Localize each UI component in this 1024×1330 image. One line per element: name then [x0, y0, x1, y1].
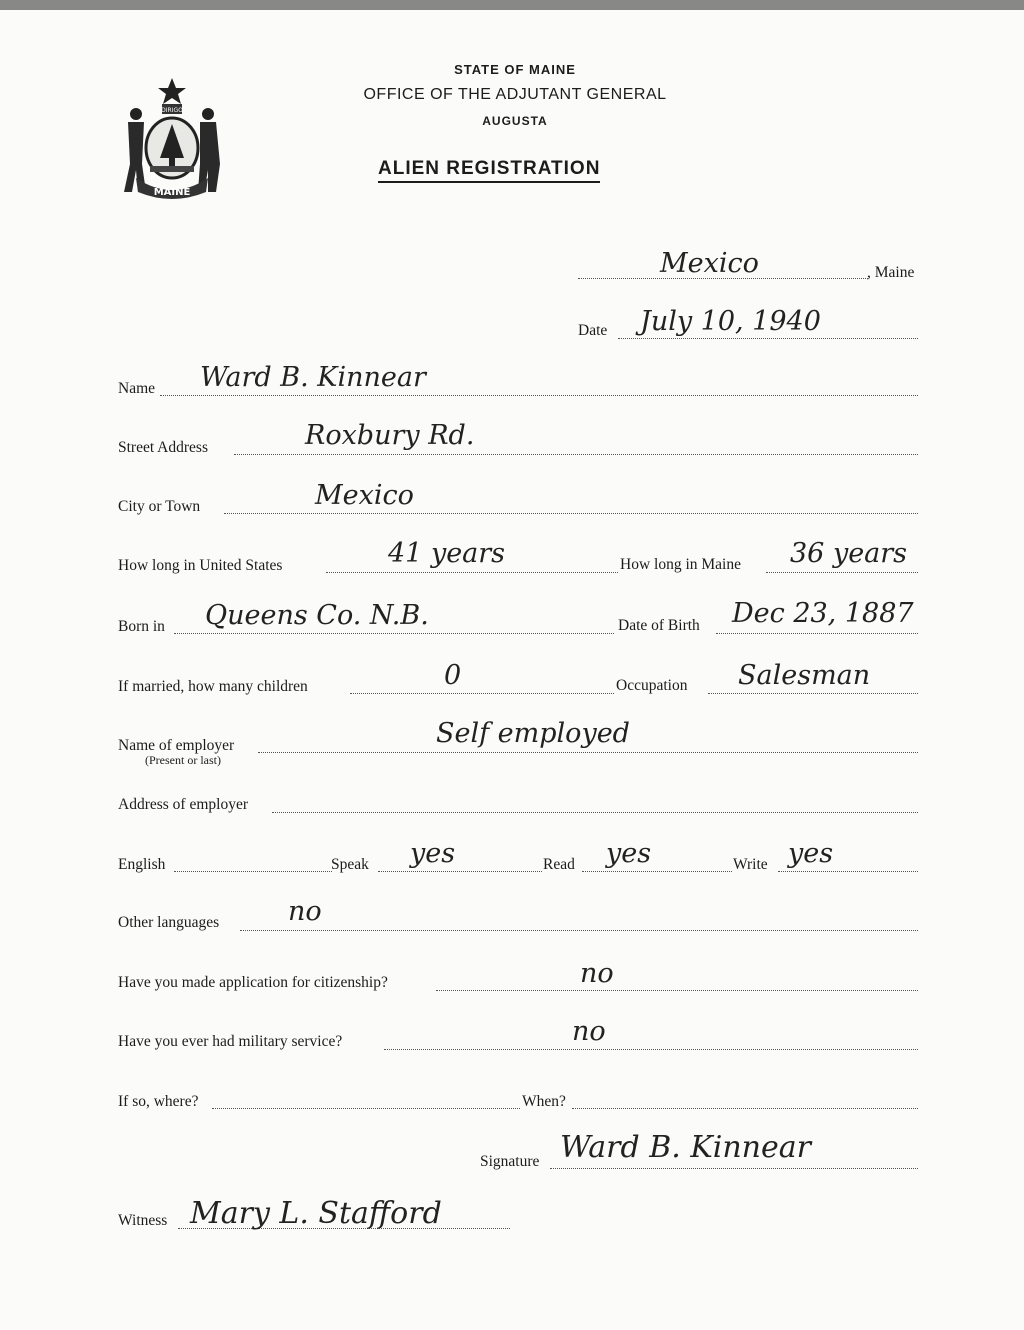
dob-line [716, 631, 918, 634]
children-label: If married, how many children [118, 678, 308, 695]
military-value: no [572, 1016, 606, 1047]
date-value: July 10, 1940 [640, 306, 821, 337]
name-line [160, 393, 918, 396]
speak-value: yes [410, 838, 456, 869]
dob-value: Dec 23, 1887 [732, 598, 914, 629]
scan-edge [0, 0, 1024, 10]
witness-value: Mary L. Stafford [190, 1196, 442, 1231]
street-value: Roxbury Rd. [305, 420, 475, 451]
write-label: Write [733, 856, 768, 873]
employer-address-line [272, 810, 918, 813]
english-line [174, 869, 332, 872]
occupation-line [708, 691, 918, 694]
city-line [224, 511, 918, 514]
occupation-value: Salesman [738, 660, 871, 691]
maine-state-seal-icon [118, 74, 226, 206]
other-languages-label: Other languages [118, 914, 220, 931]
place-value: Mexico [660, 248, 759, 279]
employer-label: Name of employer [118, 737, 235, 754]
other-languages-value: no [288, 896, 322, 927]
citizenship-line [436, 988, 918, 991]
how-long-maine-value: 36 years [790, 538, 908, 569]
born-label: Born in [118, 618, 165, 635]
date-label: Date [578, 322, 608, 339]
military-label: Have you ever had military service? [118, 1033, 343, 1050]
speak-line [378, 869, 542, 872]
where-label: If so, where? [118, 1093, 199, 1110]
header-city: AUGUSTA [482, 114, 548, 128]
read-line [582, 869, 732, 872]
header-state: STATE OF MAINE [454, 62, 576, 77]
witness-label: Witness [118, 1212, 168, 1229]
born-line [174, 631, 614, 634]
employer-value: Self employed [436, 718, 630, 749]
signature-label: Signature [480, 1153, 540, 1170]
seal-text: MAINE [153, 187, 191, 198]
name-label: Name [118, 380, 156, 397]
how-long-maine-label: How long in Maine [620, 556, 741, 573]
street-line [234, 452, 918, 455]
when-label: When? [522, 1093, 566, 1110]
children-line [350, 691, 614, 694]
signature-value: Ward B. Kinnear [560, 1130, 811, 1165]
read-label: Read [543, 856, 575, 873]
city-value: Mexico [315, 480, 414, 511]
citizenship-value: no [580, 958, 614, 989]
english-label: English [118, 856, 166, 873]
header-office: OFFICE OF THE ADJUTANT GENERAL [363, 86, 667, 103]
dob-label: Date of Birth [618, 617, 700, 634]
how-long-us-label: How long in United States [118, 557, 283, 574]
other-languages-line [240, 928, 918, 931]
speak-label: Speak [331, 856, 369, 873]
how-long-us-value: 41 years [388, 538, 506, 569]
city-label: City or Town [118, 498, 201, 515]
when-line [572, 1106, 918, 1109]
how-long-us-line [326, 570, 618, 573]
signature-line [550, 1166, 918, 1169]
military-line [384, 1047, 918, 1050]
svg-text:DIRIGO: DIRIGO [161, 107, 183, 114]
born-value: Queens Co. N.B. [205, 600, 429, 631]
how-long-maine-line [766, 570, 918, 573]
where-line [212, 1106, 520, 1109]
read-value: yes [606, 838, 652, 869]
page-title: ALIEN REGISTRATION [378, 158, 600, 183]
children-value: 0 [444, 660, 462, 691]
occupation-label: Occupation [616, 677, 688, 694]
name-value: Ward B. Kinnear [200, 362, 426, 393]
employer-line [258, 750, 918, 753]
street-label: Street Address [118, 439, 208, 456]
write-line [778, 869, 918, 872]
place-suffix: , Maine [867, 264, 915, 281]
employer-address-label: Address of employer [118, 796, 248, 813]
employer-sub-label: (Present or last) [145, 753, 221, 767]
write-value: yes [788, 838, 834, 869]
citizenship-label: Have you made application for citizenship? [118, 974, 388, 991]
